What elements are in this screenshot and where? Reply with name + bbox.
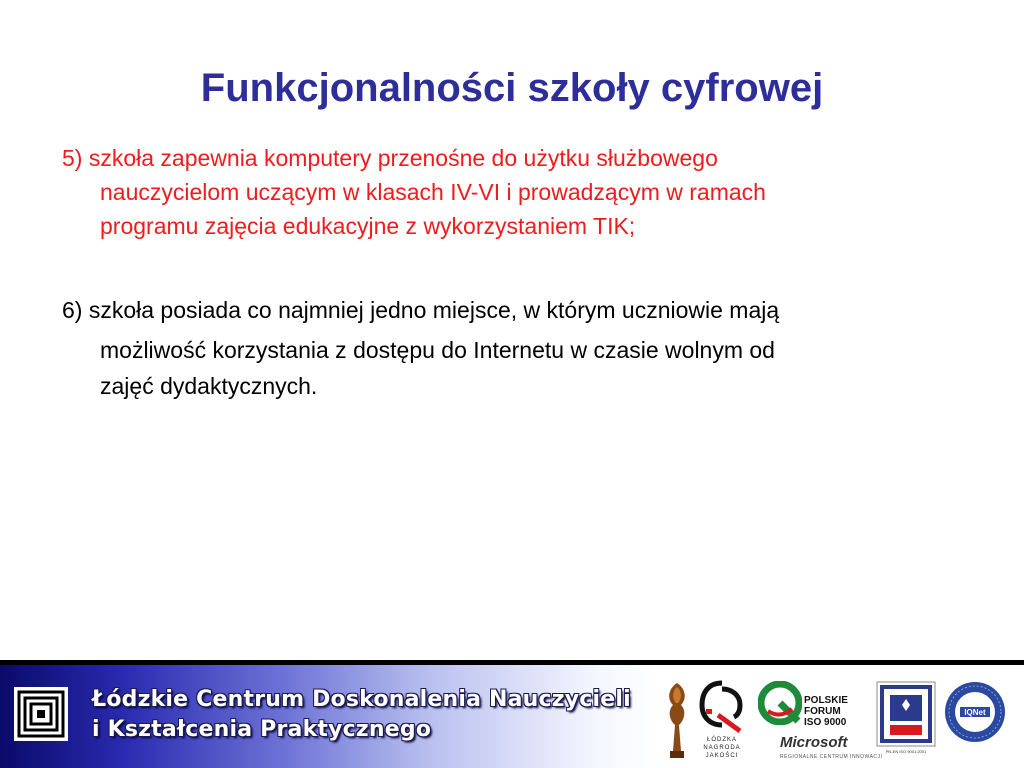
list-item-6-line-2: możliwość korzystania z dostępu do Internetu w czasie wolnym od xyxy=(100,337,775,363)
nagroda-label-3: JAKOŚCI xyxy=(705,753,739,759)
trophy-icon xyxy=(664,681,690,761)
pcbc-icon xyxy=(876,681,936,747)
iso-line-3: ISO 9000 xyxy=(804,717,847,728)
footer-banner xyxy=(0,665,1024,768)
lodzka-nagroda-jakosci-badge xyxy=(696,679,748,767)
list-item-6-line-1: 6) szkoła posiada co najmniej jedno miejsce, w którym uczniowie mają xyxy=(62,297,780,323)
iso-forum-icon xyxy=(758,681,802,725)
quality-award-icon xyxy=(696,679,748,735)
list-item-6 xyxy=(62,290,962,402)
organization-name-line-2: i Kształcenia Praktycznego xyxy=(92,717,432,742)
iqnet-certified-badge xyxy=(944,681,1006,743)
list-item-5-line-1: 5) szkoła zapewnia komputery przenośne do użytku służbowego xyxy=(62,145,718,171)
microsoft-subtitle: REGIONALNE CENTRUM INNOWACJI xyxy=(780,754,883,760)
nagroda-label-2: NAGRODA xyxy=(703,745,741,751)
iqnet-center-text: IQNet xyxy=(964,708,986,717)
iqnet-seal-icon xyxy=(944,681,1006,743)
list-item-5-line-2: nauczycielom uczącym w klasach IV-VI i prowadzącym w ramach xyxy=(100,179,766,205)
polskie-forum-iso-badge xyxy=(758,677,883,765)
list-item-5-line-3: programu zajęcia edukacyjne z wykorzystaniem TIK; xyxy=(100,213,636,239)
slide-title: Funkcjonalności szkoły cyfrowej xyxy=(200,66,824,110)
pcbc-caption: PN-EN ISO 9001:2001 xyxy=(885,749,927,754)
iso-forum-text xyxy=(804,695,848,728)
lcdnikp-logo-icon xyxy=(14,687,68,741)
iso-line-2: FORUM xyxy=(804,706,841,717)
list-item-6-line-3: zajęć dydaktycznych. xyxy=(100,373,318,399)
microsoft-logo: Microsoft xyxy=(780,734,848,751)
list-item-5 xyxy=(62,141,962,243)
pcbc-certificate-badge xyxy=(876,681,936,754)
iso-line-1: POLSKIE xyxy=(804,695,848,706)
organization-name-line-1: Łódzkie Centrum Doskonalenia Nauczycieli xyxy=(92,687,631,712)
organization-name xyxy=(92,685,631,745)
nagroda-label-1: ŁÓDZKA xyxy=(706,737,737,743)
